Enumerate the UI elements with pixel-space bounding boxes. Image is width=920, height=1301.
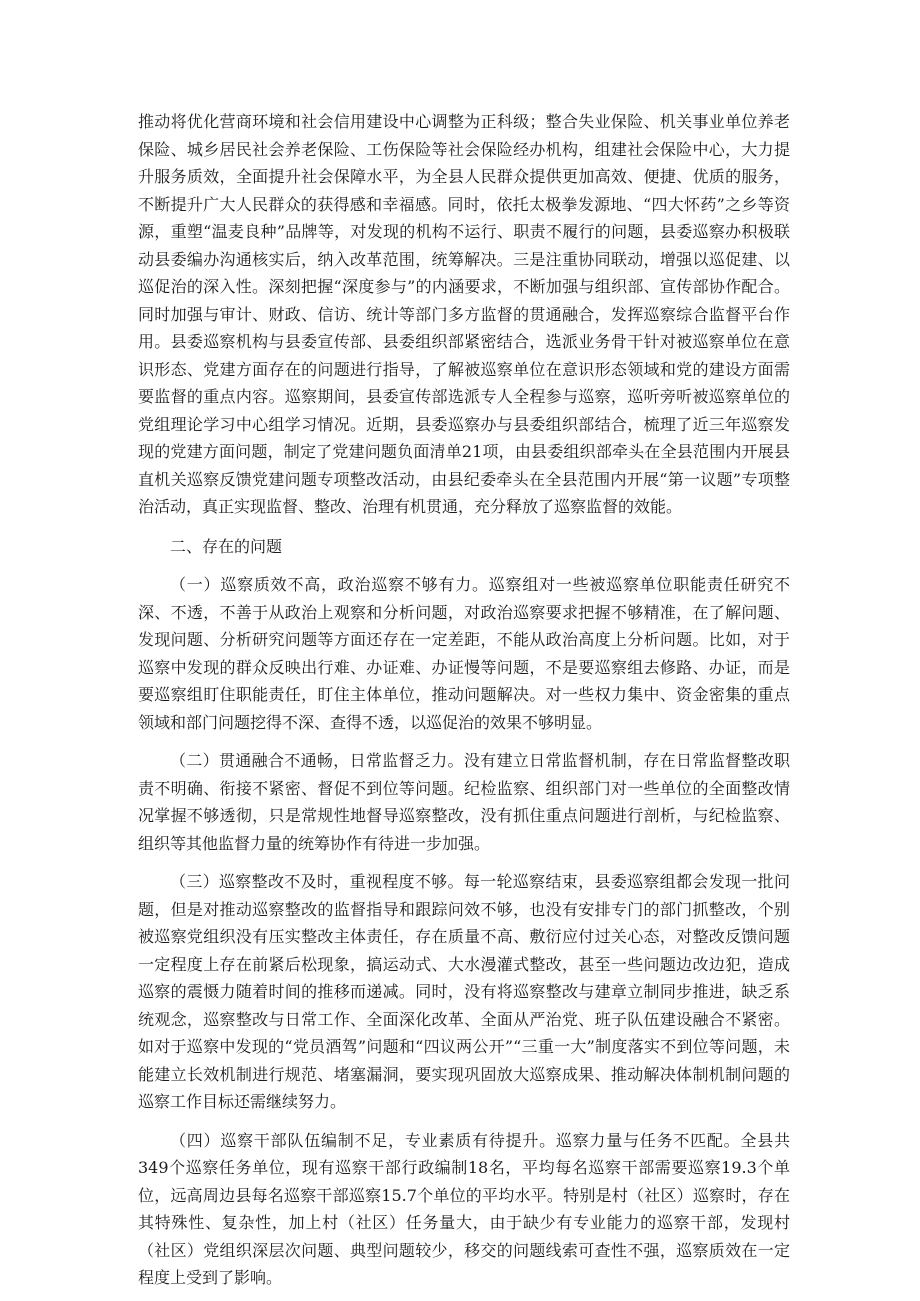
issue-paragraph-3: （三）巡察整改不及时，重视程度不够。每一轮巡察结束，县委巡察组都会发现一批问题，但是对推动巡察整改的监督指导和跟踪问效不够，也没有安排专门的部门抓整改，个别被巡察党组织没有压实整改主体责任，存在质量不高、敷衍应付过关心态，对整改反馈问题一定程度上存在前紧后松现象，搞运动式、大水漫灌式整改，甚至一些问题边改边犯，造成巡察的震慑力随着时间的推移而递减。同时，没有将巡察整改与建章立制同步推进，缺乏系统观念，巡察整改与日常工作、全面深化改革、全面从严治党、班子队伍建设融合不紧密。如对于巡察中发现的“党员酒驾”问题和“四议两公开”“三重一大”制度落实不到位等问题，未能建立长效机制进行规范、堵塞漏洞，要实现巩固放大巡察成果、推动解决体制机制问题的巡察工作目标还需继续努力。 [138, 872, 790, 1111]
body-paragraph-continuation: 推动将优化营商环境和社会信用建设中心调整为正科级；整合失业保险、机关事业单位养老保险、城乡居民社会养老保险、工伤保险等社会保险经办机构，组建社会保险中心，大力提升服务质效，全面提升社会保障水平，为全县人民群众提供更加高效、便捷、优质的服务，不断提升广大人民群众的获得感和幸福感。同时，依托太极拳发源地、“四大怀药”之乡等资源，重塑“温麦良种”品牌等，对发现的机构不运行、职责不履行的问题，县委巡察办积极联动县委编办沟通核实后，纳入改革范围，统筹解决。三是注重协同联动，增强以巡促建、以巡促治的深入性。深刻把握“深度参与”的内涵要求，不断加强与组织部、宣传部协作配合。同时加强与审计、财政、信访、统计等部门多方监督的贯通融合，发挥巡察综合监督平台作用。县委巡察机构与县委宣传部、县委组织部紧密结合，选派业务骨干针对被巡察单位在意识形态、党建方面存在的问题进行指导，了解被巡察单位在意识形态领域和党的建设方面需要监督的重点内容。巡察期间，县委宣传部选派专人全程参与巡察，巡听旁听被巡察单位的党组理论学习中心组学习情况。近期，县委巡察办与县委组织部结合，梳理了近三年巡察发现的党建方面问题，制定了党建问题负面清单21项，由县委组织部牵头在全县范围内开展县直机关巡察反馈党建问题专项整改活动，由县纪委牵头在全县范围内开展“第一议题”专项整治活动，真正实现监督、整改、治理有机贯通，充分释放了巡察监督的效能。 [138, 112, 790, 516]
document-page [138, 108, 790, 1292]
issue-paragraph-1: （一）巡察质效不高，政治巡察不够有力。巡察组对一些被巡察单位职能责任研究不深、不透，不善于从政治上观察和分析问题，对政治巡察要求把握不够精准，在了解问题、发现问题、分析研究问题等方面还存在一定差距，不能从政治高度上分析问题。比如，对于巡察中发现的群众反映出行难、办证难、办证慢等问题，不是要巡察组去修路、办证，而是要巡察组盯住职能责任，盯住主体单位，推动问题解决。对一些权力集中、资金密集的重点领域和部门问题挖得不深、查得不透，以巡促治的效果不够明显。 [138, 575, 790, 732]
section-heading: 二、存在的问题 [170, 536, 283, 556]
issue-paragraph-4: （四）巡察干部队伍编制不足，专业素质有待提升。巡察力量与任务不匹配。全县共349个巡察任务单位，现有巡察干部行政编制18名，平均每名巡察干部需要巡察19.3个单位，远高周边县每名巡察干部巡察15.7个单位的平均水平。特别是村（社区）巡察时，存在其特殊性、复杂性，加上村（社区）任务量大，由于缺少有专业能力的巡察干部，发现村（社区）党组织深层次问题、典型问题较少，移交的问题线索可查性不强，巡察质效在一定程度上受到了影响。 [138, 1130, 790, 1287]
issue-paragraph-2: （二）贯通融合不通畅，日常监督乏力。没有建立日常监督机制，存在日常监督整改职责不明确、衔接不紧密、督促不到位等问题。纪检监察、组织部门对一些单位的全面整改情况掌握不够透彻，只是常规性地督导巡察整改，没有抓住重点问题进行剖析，与纪检监察、组织等其他监督力量的统筹协作有待进一步加强。 [138, 751, 790, 853]
